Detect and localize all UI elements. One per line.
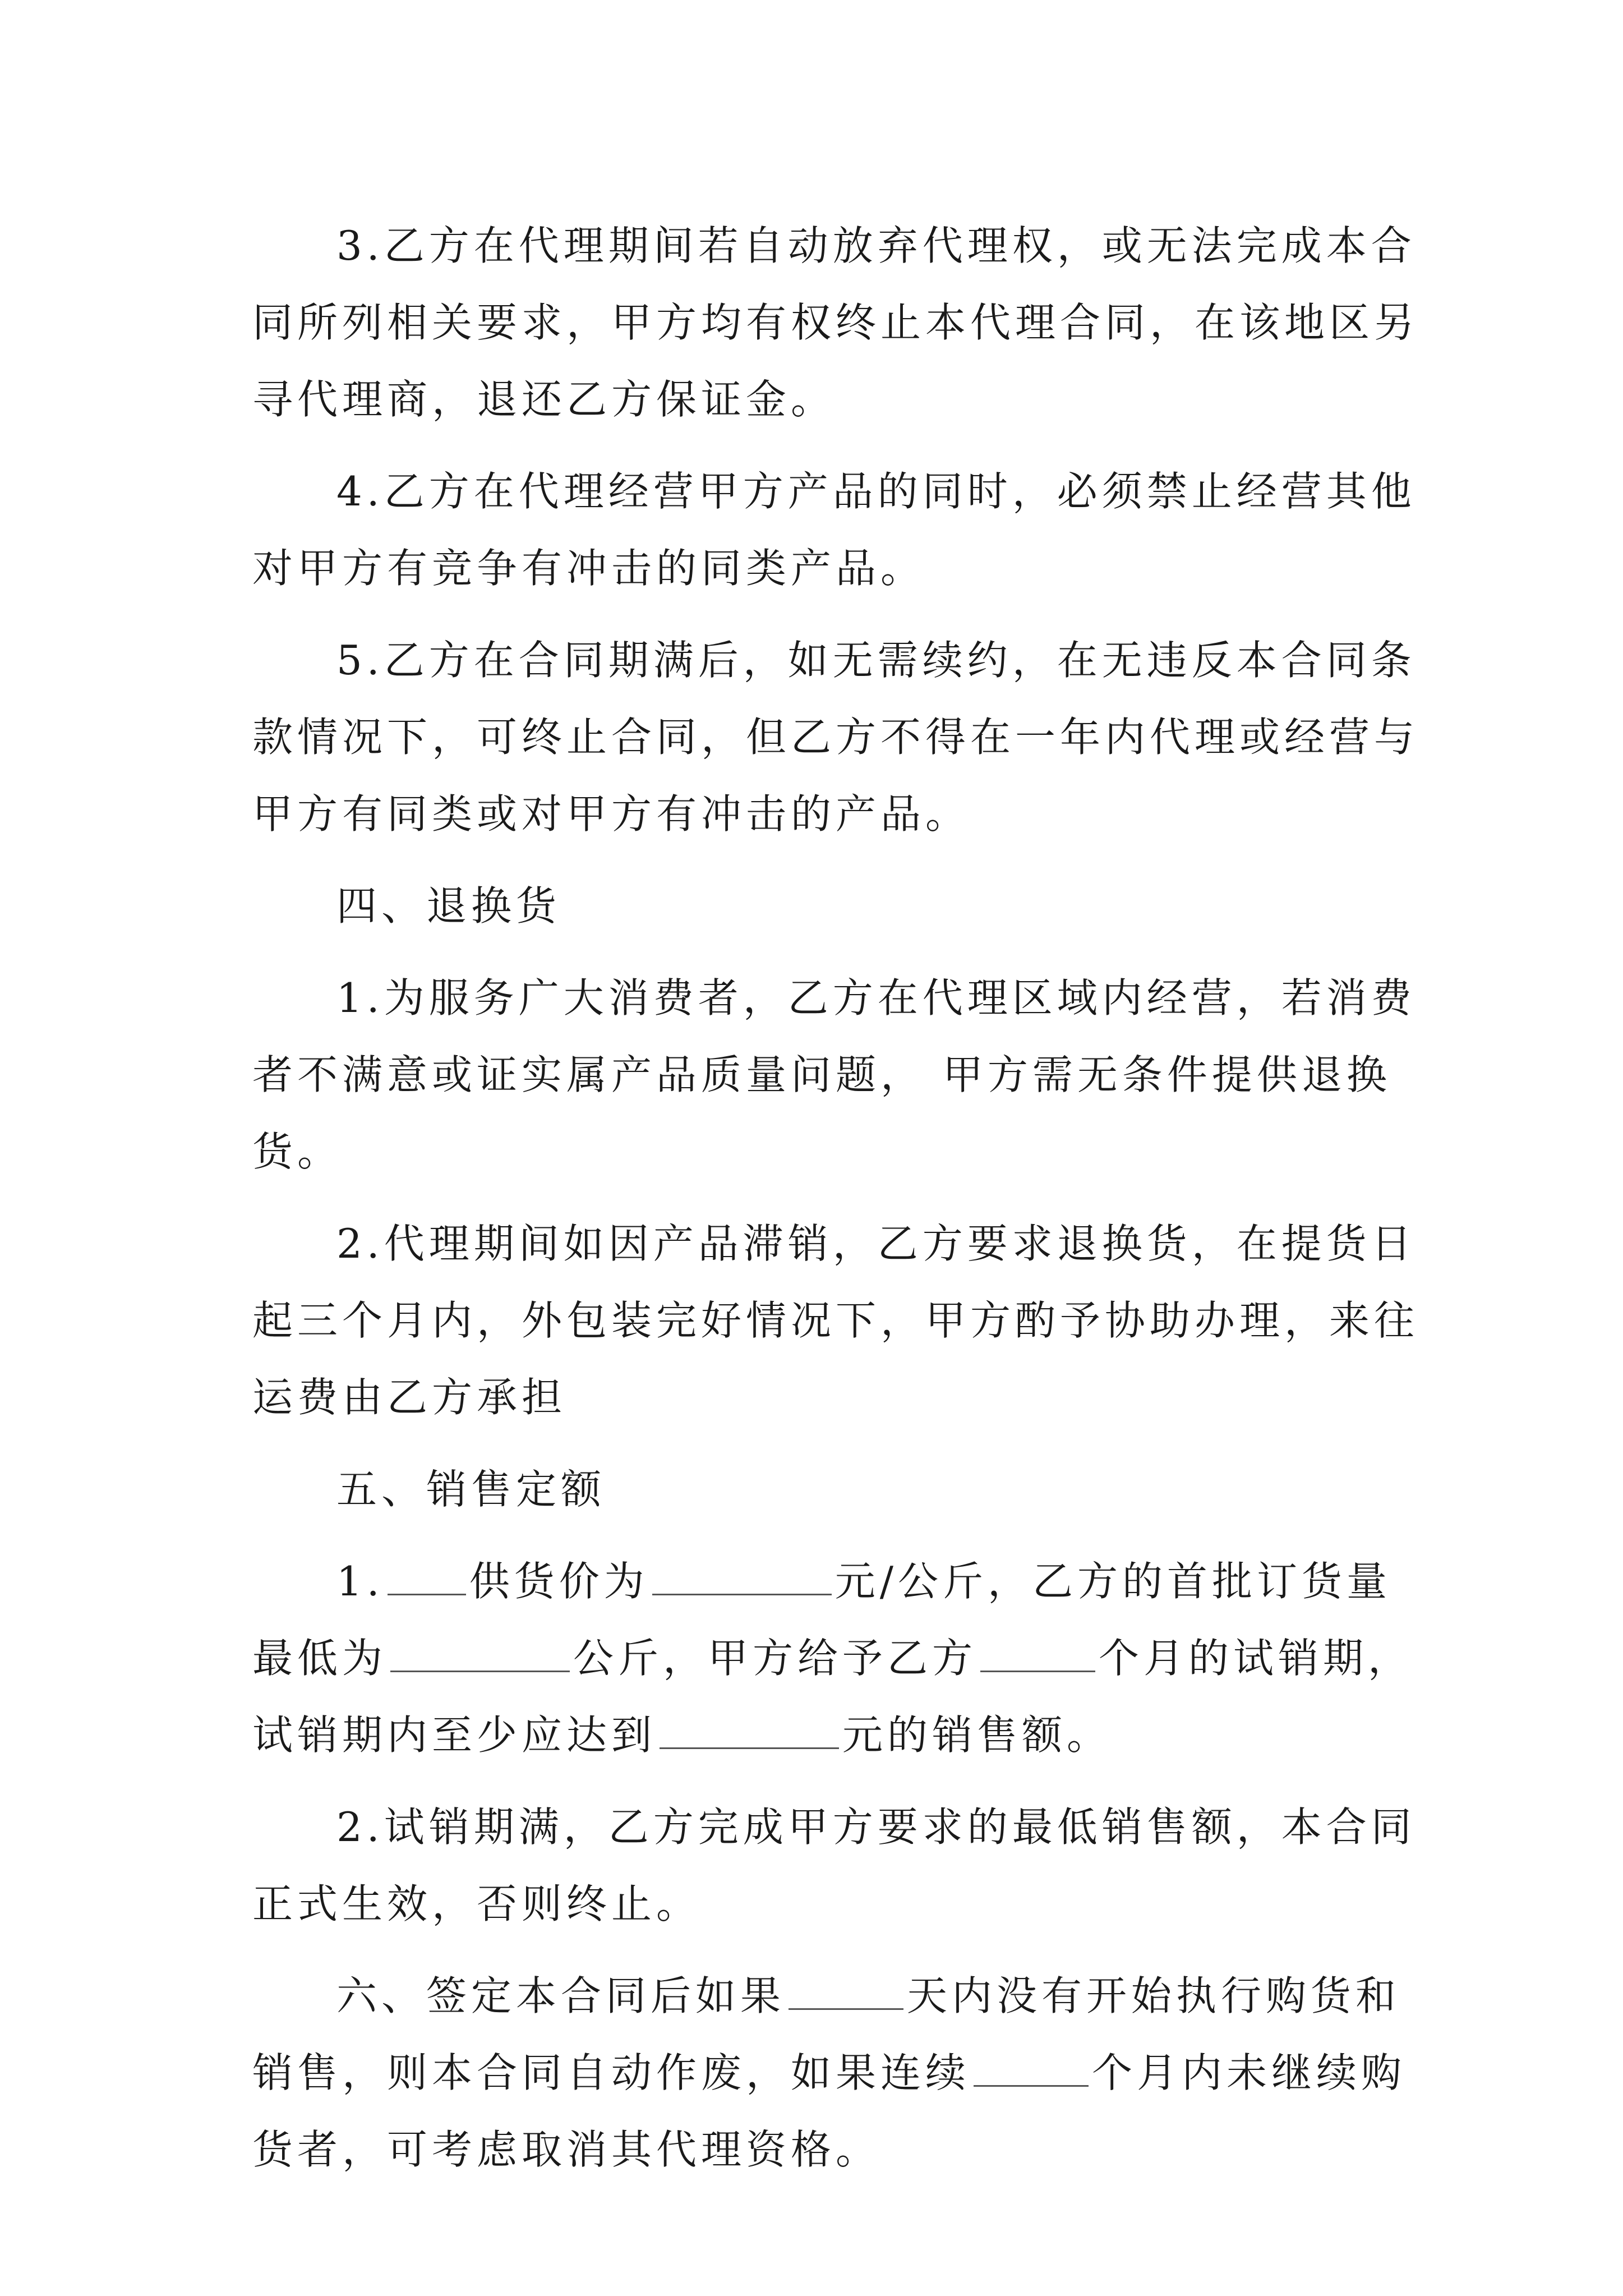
clause-6: [252, 1958, 1407, 2188]
fill-in-blank: [652, 1560, 832, 1595]
text-fragment: 最低为: [252, 1635, 388, 1682]
text-fragment: 试销期内至少应达到: [252, 1711, 657, 1759]
text-line: 5.乙方在合同期满后，如无需续约，在无违反本合同条: [336, 637, 1416, 684]
text-fragment: 元的销售额。: [842, 1711, 1112, 1759]
text-line: 3.乙方在代理期间若自动放弃代理权，或无法完成本合: [336, 222, 1416, 269]
clause-5-2: [252, 1789, 1416, 1943]
text-fragment: 六、签定本合同后如果: [336, 1972, 786, 2019]
text-line: [252, 1697, 1385, 1774]
text-line: [252, 1958, 1401, 2035]
clause-3-3: [252, 208, 1419, 438]
document-page: [252, 208, 1419, 2203]
text-line: 同所列相关要求，甲方均有权终止本代理合同，在该地区另: [252, 299, 1419, 346]
text-line: 甲方有同类或对甲方有冲击的产品。: [252, 790, 971, 838]
text-line: 对甲方有竞争有冲击的同类产品。: [252, 545, 926, 592]
text-fragment: 公斤，甲方给予乙方: [573, 1635, 978, 1682]
text-fragment: 个月内未继续购: [1092, 2049, 1407, 2096]
text-line: 款情况下，可终止合同，但乙方不得在一年内代理或经营与: [252, 714, 1419, 761]
section-heading-return-exchange: [252, 868, 1385, 945]
clause-4-2: [252, 1205, 1419, 1436]
text-line: 货者，可考虑取消其代理资格。: [252, 2126, 881, 2173]
text-line: 正式生效，否则终止。: [252, 1880, 702, 1927]
clause-3-5: [252, 622, 1419, 853]
section-heading: 五、销售定额: [336, 1466, 606, 1513]
text-line: 2.代理期间如因产品滞销，乙方要求退换货，在提货日: [336, 1220, 1416, 1267]
fill-in-blank: [388, 1560, 466, 1595]
text-line: 4.乙方在代理经营甲方产品的同时，必须禁止经营其他: [336, 468, 1416, 515]
text-line: [252, 2035, 1407, 2111]
section-heading: 四、退换货: [336, 882, 561, 930]
clause-3-4: [252, 453, 1416, 607]
text-line: 者不满意或证实属产品质量问题， 甲方需无条件提供退换: [252, 1051, 1391, 1098]
text-fragment: 个月的试销期，: [1099, 1635, 1413, 1682]
clause-5-1: [252, 1543, 1413, 1774]
clause-4-1: [252, 960, 1416, 1190]
text-fragment: 元/公斤，乙方的首批订货量: [834, 1558, 1391, 1605]
fill-in-blank: [980, 1637, 1095, 1672]
text-line: 起三个月内，外包装完好情况下，甲方酌予协助办理，来往: [252, 1297, 1419, 1344]
text-fragment: 供货价为: [469, 1558, 649, 1605]
fill-in-blank: [660, 1714, 839, 1749]
text-line: 寻代理商，退还乙方保证金。: [252, 376, 836, 423]
fill-in-blank: [390, 1637, 570, 1672]
fill-in-blank: [789, 1975, 903, 2010]
text-fragment: 天内没有开始执行购货和: [907, 1972, 1401, 2019]
text-line: 货。: [252, 1128, 343, 1175]
text-line: 1.为服务广大消费者，乙方在代理区域内经营，若消费: [336, 974, 1416, 1022]
text-line: 运费由乙方承担: [252, 1374, 567, 1421]
text-line: [252, 1543, 1391, 1620]
section-heading-sales-quota: [252, 1451, 1385, 1528]
fill-in-blank: [974, 2051, 1089, 2087]
text-fragment: 销售，则本合同自动作废，如果连续: [252, 2049, 971, 2096]
text-line: [252, 1620, 1413, 1697]
text-line: 2.试销期满，乙方完成甲方要求的最低销售额，本合同: [336, 1803, 1416, 1851]
text-fragment: 1.: [336, 1558, 384, 1605]
